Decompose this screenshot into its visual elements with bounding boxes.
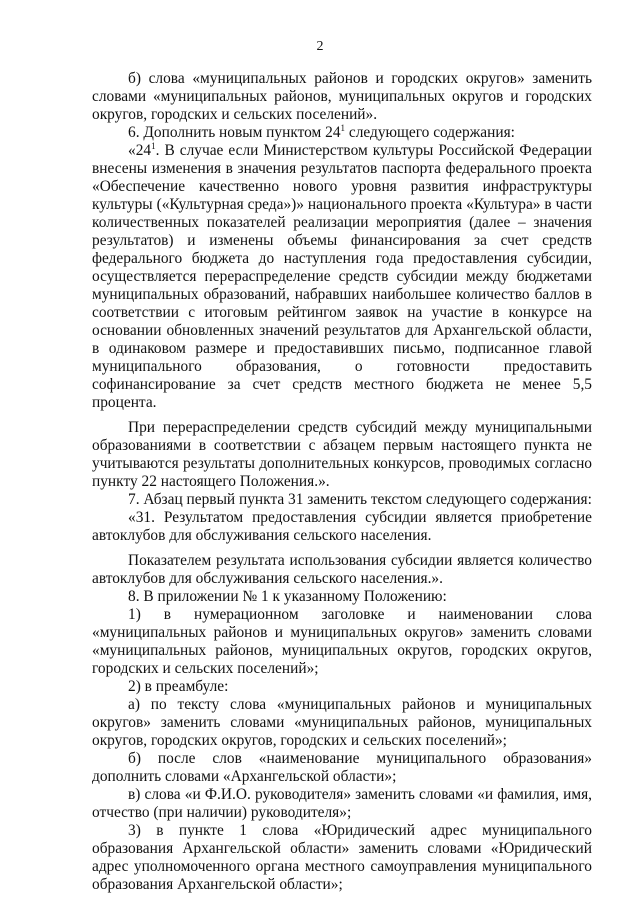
paragraph-text: «24 [128,142,152,159]
paragraph-text: следующего содержания: [345,124,515,141]
paragraph: «31. Результатом предоставления субсидии является приобретение автоклубов для обслуживания сельского населения. [92,509,592,544]
paragraph [92,142,592,412]
paragraph-text: . В случае если Министерством культуры Российской Федерации внесены изменения в значения результатов паспорта федерального проекта «Обеспечение качественно нового уровня развития инфраструктуры культуры («Культурная среда»)» национального проекта «Культура» в части количественных показателей реализации мероприятия (далее – значения результатов) и изменены объемы финансирования за счет средств федерального бюджета до наступления года предоставления субсидии, осуществляется перераспределение средств субсидии между бюджетами муниципальных образований, набравших наибольшее количество баллов в соответствии с итоговым рейтингом заявок на участие в конкурсе на основании обновленных значений результатов для Архангельской области, в одинаковом размере и предоставивших письмо, подписанное главой муниципального образования, о готовности предоставить софинансирование за счет средств местного бюджета не менее 5,5 процента. [92,142,592,411]
paragraph: б) после слов «наименование муниципального образования» дополнить словами «Архангельской области»; [92,750,592,785]
paragraph: б) слова «муниципальных районов и городских округов» заменить словами «муниципальных районов, муниципальных округов и городских округов, городских и сельских поселений». [92,70,592,123]
paragraph: При перераспределении средств субсидий между муниципальными образованиями в соответствии с абзацем первым настоящего пункта не учитываются результаты дополнительных конкурсов, проводимых согласно пункту 22 настоящего Положения.». [92,419,592,490]
paragraph: в) слова «и Ф.И.О. руководителя» заменить словами «и фамилия, имя, отчество (при наличии) руководителя»; [92,786,592,821]
paragraph: Показателем результата использования субсидии является количество автоклубов для обслуживания сельского населения.». [92,552,592,587]
paragraph: 7. Абзац первый пункта 31 заменить текстом следующего содержания: [128,491,592,508]
paragraph [92,124,592,142]
paragraph-text: 6. Дополнить новым пунктом 24 [128,124,341,141]
paragraph: 8. В приложении № 1 к указанному Положению: [128,588,447,605]
superscript: 1 [340,123,346,133]
paragraph: 1) в нумерационном заголовке и наименовании слова «муниципальных районов и муниципальных округов» заменить словами «муниципальных районов, муниципальных округов, городских округов, городских и сельских поселений»; [92,606,592,677]
paragraph: 3) в пункте 1 слова «Юридический адрес муниципального образования Архангельской области» заменить словами «Юридический адрес уполномоченного органа местного самоуправления муниципального образования Архангельской области»; [92,822,592,893]
page-number: 2 [316,39,324,54]
paragraph: а) по тексту слова «муниципальных районов и муниципальных округов» заменить словами «муниципальных районов, муниципальных округов, городских округов, городских и сельских поселений»; [92,696,592,749]
paragraph: 2) в преамбуле: [128,678,229,695]
document-body [92,70,592,894]
superscript: 1 [151,141,156,151]
